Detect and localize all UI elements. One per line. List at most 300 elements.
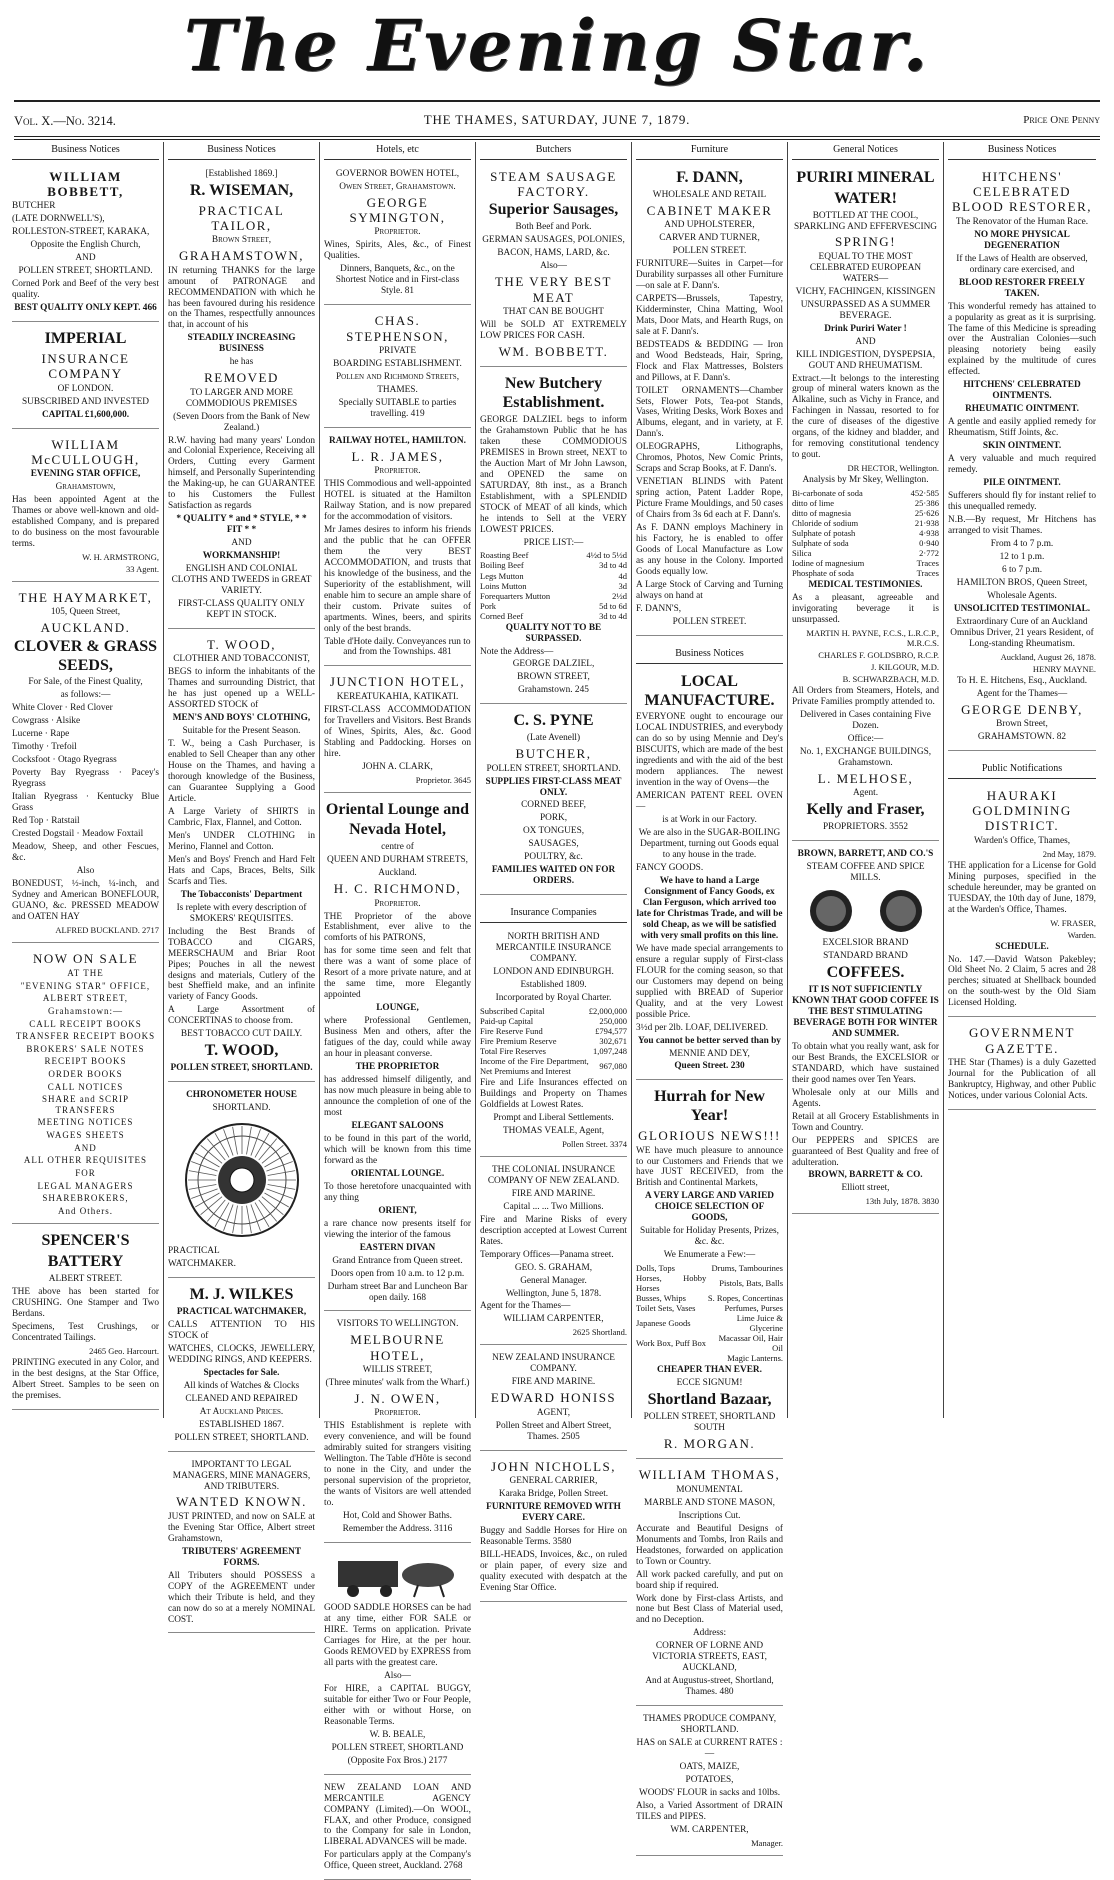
ad-line: Both Beef and Pork. [515,222,592,233]
ad-line: TRANSFER RECEIPT BOOKS [15,1031,156,1042]
ad-line: PORK, [539,813,568,824]
ad-line: Accurate and Beautiful Designs of Monuments and Tombs, Iron Rails and Headstones, forwarded on application to Town or Country. [636,1523,783,1567]
ad-line: Is replete with every description of SMOKERS' REQUISITES. [176,902,307,924]
advertisement-hitchens [948,164,1096,751]
ad-line: PRICE LIST:— [523,537,584,548]
table-label-cell: Busses, Whips [636,1293,686,1304]
table-value-cell: 5d to 6d [599,600,627,611]
ad-line: AND UPHOLSTERER, [664,219,755,230]
ad-line: PRIVATE [378,345,417,356]
ad-line: 13th July, 1878. 3830 [865,1196,939,1207]
table-label-cell: Bi-carbonate of soda [792,488,863,499]
ad-line: SCHEDULE. [995,941,1049,952]
ad-line: Also— [384,1670,411,1681]
ad-line: THE HAYMARKET, [18,590,153,606]
ad-line: T. WOOD, [207,637,276,653]
ad-line: Wellington, June 5, 1878. [505,1288,602,1299]
ad-line: W. H. ARMSTRONG, [82,552,159,563]
ad-line: 2465 Geo. Harcourt. [89,1345,159,1356]
table-value-cell: Pistols, Bats, Balls [719,1278,783,1289]
ad-line: General Manager. [520,1275,587,1286]
ad-line: GOVERNMENT GAZETTE. [969,1025,1075,1056]
ad-line: LOCAL MANUFACTURE. [644,672,775,709]
table-value-cell: Macassar Oil, Hair Oil [718,1333,783,1354]
ad-line: ALL OTHER REQUISITES [23,1155,148,1166]
ad-line: B. SCHWARZBACH, M.D. [842,674,939,685]
table-label-cell: Fire Premium Reserve [480,1035,557,1046]
table-label-cell: Roasting Beef [480,550,529,561]
ad-line: CHRONOMETER HOUSE [186,1090,297,1101]
table-value-cell: 2½d [612,590,627,601]
ad-line: This wonderful remedy has attained to a popularity as great as it is surprising. The fame of this Medicine is spreading over the Australian Colonies—such pleasing notoriety being easily explained by the multitude of cures effected. [948,301,1096,378]
ad-line: [Established 1869.] [205,168,278,179]
ad-line: SHAREBROKERS, [42,1193,129,1204]
ad-line: NORTH BRITISH AND MERCANTILE INSURANCE COMPANY. [495,932,612,964]
ad-line: No. 147.—David Watson Pakebley; Old Sheet No. 2 Claim, 5 acres and 28 perches; situated at Shellback bounded on the south-west by the Old Siam Licensed Holding. [948,954,1096,1009]
table-value-cell: Traces [916,558,939,569]
ad-line: White Clover · Red Clover [12,703,113,714]
ad-line: CAPITAL £1,600,000. [41,409,130,420]
ad-line: Established 1809. [520,979,587,990]
ad-line: Including the Best Brands of TOBACCO and CIGARS, MEERSCHAUM and Briar Root Pipes; Pouches in all the newest designs and materials, Cutlery of the best Sheffield make, and an infinite variety of Fancy Goods. [168,926,315,1003]
ad-line: POLLEN STREET, SHORTLAND. [486,763,621,774]
ad-line: For HIRE, a CAPITAL BUGGY, suitable for either Two or Four People, either with or without Horse, on Reasonable Terms. [324,1683,471,1727]
ad-line: MENNIE AND DEY, [669,1048,750,1059]
ad-line: Extraordinary Cure of an Auckland Omnibus Driver, 21 years Resident, of Long-standing Rheumatism. [950,616,1094,649]
table-value-cell: Traces [916,568,939,579]
table-value-cell: 250,000 [599,1015,627,1026]
ad-line: AND [75,253,96,264]
ad-line: R. MORGAN. [663,1436,756,1452]
ad-line: PRACTICAL WATCHMAKER, [176,1306,307,1317]
ad-line: HITCHENS' CELEBRATED BLOOD RESTORER, [952,168,1092,215]
ad-line: CHARLES F. GOLDSBRO, R.C.P. [818,650,939,661]
ad-line: MELBOURNE HOTEL, [350,1332,445,1363]
advertisement-visitors [324,1314,471,1543]
ad-line: WATCHMAKER. [168,1259,236,1270]
ad-line: THAT CAN BE BOUGHT [503,306,604,317]
table-value-cell: Drums, Tambourines [711,1263,783,1274]
ad-line: C. S. PYNE [513,712,594,730]
ad-line: POLLEN STREET, SHORTLAND. [18,266,153,277]
ad-line: (Seven Doors from the Bank of New Zealand.) [173,411,310,433]
ad-line: ENGLISH AND COLONIAL CLOTHS AND TWEEDS in GREAT VARIETY. [171,564,312,597]
advertisement-hauraki [948,783,1096,1018]
ad-line: Durham street Bar and Luncheon Bar open daily. 168 [327,1281,468,1303]
table-label-cell: Subscribed Capital [480,1005,545,1016]
column-4 [476,142,632,1593]
ad-line: WILLIAM CARPENTER, [503,1314,604,1325]
advertisement-haymarket [12,585,159,943]
column-3 [320,142,476,1872]
issue-date: THE THAMES, SATURDAY, JUNE 7, 1879. [423,112,691,127]
ad-line: ESTABLISHED 1867. [199,1419,284,1430]
ad-line: MONUMENTAL [676,1484,743,1495]
table-value-cell: 2·772 [919,548,939,559]
ad-line: Shortland Bazaar, [647,1391,772,1409]
ad-line: UNSURPASSED AS A SUMMER BEVERAGE. [800,299,931,321]
ad-line: GRAHAMSTOWN, [178,248,304,264]
column-5 [632,142,788,1848]
ad-line: Hurrah for New Year! [654,1088,765,1125]
table-row [792,508,939,518]
table-row [636,1353,783,1363]
table-label-cell: Sulphate of potash [792,528,856,539]
ad-line: KEREATUKAHIA, KATIKATI. [336,691,459,702]
ad-line: BLOOD RESTORER FREELY TAKEN. [958,277,1086,299]
advertisement-dalziel [480,370,627,704]
ad-line: (Late Avenell) [526,733,581,744]
ad-line: SUBSCRIBED AND INVESTED [21,396,150,407]
ad-line: Also— [540,261,567,272]
advertisement-important [168,1455,315,1634]
ad-line: CLOVER & GRASS SEEDS, [13,637,158,674]
advertisement-twood [168,632,315,1082]
ad-line: AGENT, [536,1407,571,1418]
ad-line: SHARE and SCRIP TRANSFERS [41,1094,129,1115]
table-value-cell: 0·940 [919,538,939,549]
ad-line: OLEOGRAPHS, Lithographs, Chromos, Photos, New Comic Prints, Scraps and Scrap Books, at F. Dann's. [636,442,783,475]
table-label-cell: Iodine of magnesium [792,558,865,569]
ad-line: PRINTING executed in any Color, and in the best designs, at the Star Office, Albert Street. Samples to be seen on the premises. [12,1357,159,1401]
ad-line: BROWN STREET, [517,672,590,683]
ad-line: FOR [75,1167,96,1178]
ad-line: Auckland, August 26, 1878. [1000,651,1096,662]
ad-line: 105, Queen Street, [50,607,121,618]
ad-line: WOODS' FLOUR in sacks and 10lbs. [638,1788,781,1799]
ad-line: Buggy and Saddle Horses for Hire on Reasonable Terms. 3580 [480,1525,627,1547]
ad-line: PURIRI MINERAL [796,168,935,186]
table-row [480,550,627,560]
ad-line: EDWARD HONISS [490,1390,617,1406]
ad-line: F. DANN, [676,168,743,186]
ad-line: And at Augustus-street, Shortland, Thames. 480 [645,1676,774,1698]
ad-line: AMERICAN PATENT REEL OVEN— [636,791,783,813]
ad-line: RECEIPT BOOKS [44,1056,127,1067]
ad-line: Grahamstown:— [48,1006,123,1016]
ad-line: POLLEN STREET, SHORTLAND. [170,1063,313,1074]
advertisement-nzloan [324,1778,471,1880]
table-value-cell: 967,080 [599,1060,627,1071]
ad-line: CALLS ATTENTION TO HIS STOCK of [168,1319,315,1341]
table-label-cell: Horses, Hobby Horses [636,1273,707,1294]
ad-line: WILLIAM THOMAS, [638,1467,781,1483]
ad-line: SAUSAGES, [528,839,579,850]
ad-line: STANDARD BRAND [823,951,908,962]
ad-line: HENRY MAYNE. [1032,663,1096,674]
table-row [480,1056,627,1076]
ad-line: THE COLONIAL INSURANCE COMPANY OF NEW ZEALAND. [487,1164,620,1186]
ad-line: ORIENTAL LOUNGE. [350,1168,445,1179]
ad-line: UNSOLICITED TESTIMONIAL. [953,603,1091,614]
table-value-cell: 4½d to 5½d [586,550,627,561]
ad-line: a rare chance now presents itself for viewing the interior of the famous [324,1218,471,1240]
table-row [480,1016,627,1026]
ad-line: Men's and Boys' French and Hard Felt Hats and Caps, Braces, Belts, Silk Scarfs and Ties. [168,854,315,887]
ad-line: R. WISEMAN, [189,181,294,199]
ad-line: KILL INDIGESTION, DYSPEPSIA, GOUT AND RHEUMATISM. [795,349,936,371]
ad-line: BUTCHER [12,201,56,212]
column-heading: Butchers [480,142,627,160]
table-label-cell: Paid-up Capital [480,1015,534,1026]
column-heading: Business Notices [948,142,1096,160]
column-heading: General Notices [792,142,939,160]
ad-line: Pollen and Richmond Streets, [335,371,460,382]
ad-line: BEDSTEADS & BEDDING — Iron and Wood Bedsteads, Hair, Spring, Flock and Flax Mattresses, Bolsters and Pillows, at F. Dann's. [636,339,783,383]
column-1 [8,142,164,1418]
ad-line: SPENCER'S [41,1232,130,1250]
ad-line: W. B. BEALE, [369,1729,426,1740]
ad-line: Dinners, Banquets, &c., on the Shortest Notice and in First-class Style. 81 [335,264,460,297]
ad-line: CORNER OF LORNE AND VICTORIA STREETS, EAST, AUCKLAND, [652,1641,767,1674]
ad-line: Hot, Cold and Shower Baths. [343,1511,452,1522]
ad-line: FURNITURE REMOVED WITH EVERY CARE. [486,1501,621,1523]
ad-line: RHEUMATIC OINTMENT. [965,404,1079,415]
ad-line: BEST QUALITY ONLY KEPT. 466 [14,303,157,314]
table-label-cell: Japanese Goods [636,1318,691,1329]
ad-line: JOHN NICHOLLS, [491,1458,616,1474]
table-row [792,528,939,538]
ad-line: 3½d per 2lb. LOAF, DELIVERED. [636,1022,768,1033]
ad-line: Inscriptions Cut. [678,1510,741,1521]
table-row [480,1006,627,1016]
ad-line: BILL-HEADS, Invoices, &c., on ruled or plain paper, of every size and quality executed with despatch at the Evening Star Office. [480,1549,627,1593]
table-label-cell: Legs Mutton [480,570,524,581]
saddle-horse-engraving [328,1553,468,1599]
ad-line: Specimens, Test Crushings, or Concentrated Tailings. [12,1321,159,1343]
ad-line: Opposite the English Church, [30,240,141,251]
table-value-cell: 25·386 [914,498,939,509]
ad-line: BOTTLED AT THE COOL, SPARKLING AND EFFERVESCING [793,210,938,232]
ad-line: "EVENING STAR" OFFICE, [20,980,151,991]
table-row [792,538,939,548]
ad-line: POLLEN STREET. [672,616,747,627]
ad-line: We Enumerate a Few:— [663,1250,756,1261]
ad-line: T. WOOD, [204,1042,279,1060]
ad-line: JUST PRINTED, and now on SALE at the Evening Star Office, Albert street Grahamstown, [168,1511,315,1544]
ad-line: Mr James desires to inform his friends and the public that he can OFFER them the very BEST ACCOMMODATION, and trusts that his knowledge of the business, and the Superiority of the establishment, will enable him to secure an ample share of their custom. Private suites of apartments. Wines, beers, and spirits only of the best brands. [324,524,471,634]
table-value-cell: Magic Lanterns. [727,1353,783,1364]
ad-line: Extract.—It belongs to the interesting group of mineral waters known as the Alkaline, such as Vichy in France, and Fachingen in Nassau, resorted to for the cure of diseases of the digestive organs, of the kidney and bladder, and for removing constitutional tendency to gout. [792,373,939,461]
ad-line: A Large Stock of Carving and Turning always on hand at [636,580,783,601]
ad-line: L. MELHOSE, [817,771,914,787]
ad-line: The Renovator of the Human Race. [955,216,1089,227]
column-6 [788,142,944,1418]
ad-line: GEORGE DALZIEL begs to inform the Grahamstown Public that he has taken these COMMODIOUS PREMISES in Brown street, NEXT to the Auction Mart of Mr John Lawson, and OPENED the same on SATURDAY, 8th inst., as a Branch Establishment, with a SPLENDID STOCK of MEAT of all kinds, which he intends to Sell at the VERY LOWEST PRICES. [480,414,627,535]
ad-line: WILLIS STREET, [362,1365,433,1376]
advertisement-nowonsale [12,946,159,1225]
advertisement-produce [636,1709,783,1856]
ad-line: LEGAL MANAGERS [37,1180,134,1191]
ad-line: BUTCHER, [515,746,592,762]
ad-line: (Opposite Fox Bros.) 2177 [347,1755,448,1766]
ad-line: LONDON AND EDINBURGH. [493,966,614,977]
ad-line: MARBLE AND STONE MASON, [643,1497,776,1508]
ad-line: THOMAS VEALE, Agent, [502,1125,605,1136]
table-label-cell: Toilet Sets, Vases [636,1303,696,1314]
ad-line: To H. E. Hitchens, Esq., Auckland. [956,675,1088,686]
advertisement-imperial [12,325,159,428]
ad-line: To obtain what you really want, ask for our Best Brands, the EXCELSIOR or STANDARD, which have sustained their good names over Ten Years. [792,1041,939,1085]
ad-line: Superior Sausages, [488,201,619,219]
ad-line: No. 1, EXCHANGE BUILDINGS, Grahamstown. [799,747,932,769]
table-row [792,518,939,528]
ad-line: Also, a Varied Assortment of DRAIN TILES and PIPES. [636,1801,783,1822]
ad-line: he has [229,357,254,368]
ad-line: We have made special arrangements to ensure a regular supply of First-class FLOUR for the coming season, so that our Customers may depend on being supplied with BREAD of Superior Quality, and at the very Lowest possible Price. [636,943,783,1020]
ad-line: Table d'Hote daily. Conveyances run to and from the Townships. 481 [324,636,471,658]
ad-line: MEDICAL TESTIMONIES. [808,580,923,591]
ad-line: To those heretofore unacquainted with any thing [324,1181,471,1203]
ad-line: For Sale, of the Finest Quality, [28,677,143,688]
ad-line: THE Proprietor of the above Establishment, ever alive to the comforts of his PATRONS, [324,911,471,944]
ad-line: FAMILIES WAITED ON FOR ORDERS. [491,865,616,887]
ad-line: FIRST-CLASS QUALITY ONLY KEPT IN STOCK. [178,599,305,621]
ad-line: Poverty Bay Ryegrass · Pacey's Ryegrass [12,768,159,790]
coffee-brand-seals [796,888,936,934]
ad-line: Crested Dogstail · Meadow Foxtail [12,829,144,840]
table-value-cell: 25·626 [914,508,939,519]
ad-line: CALL RECEIPT BOOKS [29,1018,142,1029]
ad-line: LOUNGE, [376,1003,419,1014]
ad-line: All Tributers should POSSESS a COPY of the AGREEMENT under which their Tribute is held, and they can now do so at a merely NOMINAL COST. [168,1570,315,1625]
column-2 [164,142,320,1625]
table-value-cell: 3d [618,580,627,591]
ad-line: CLOTHIER AND TOBACCONIST, [173,654,310,665]
ad-line: DR HECTOR, Wellington. [847,463,939,474]
ad-line: From 4 to 7 p.m. [990,538,1054,549]
ad-line: GOOD SADDLE HORSES can be had at any time, either FOR SALE or HIRE. Terms on application. Private Carriages for Hire, at the per hour. Goods REMOVED by EXPRESS from all parts with the greatest care. [324,1603,471,1668]
ad-line: Retail at all Grocery Establishments in Town and Country. [792,1111,939,1133]
ad-line: Grahamstown. 245 [518,685,589,696]
ad-line: Kelly and Fraser, [806,801,925,819]
table-label-cell: Silica [792,548,812,559]
ad-line: J. KILGOUR, M.D. [871,662,939,673]
table-value-cell: 452·585 [910,488,939,499]
ad-line: THIS Commodious and well-appointed HOTEL is situated at the Hamilton Railway Station, and is now prepared for the accommodation of visitors. [324,478,471,522]
ad-line: OF LONDON. [57,383,114,394]
ad-line: Timothy · Trefoil [12,742,77,753]
ad-line: Pollen Street. 3374 [562,1138,627,1149]
advertisement-puriri [792,164,939,841]
section-heading-text: Public Notifications [948,761,1096,779]
ad-line: CORNED BEEF, [521,800,586,811]
ad-line: Nevada Hotel, [349,821,446,839]
ad-line: Proprietor. [374,898,421,909]
ad-line: WATCHES, CLOCKS, JEWELLERY, WEDDING RINGS, AND KEEPERS. [168,1343,315,1365]
ad-line: GOVERNOR BOWEN HOTEL, [335,168,460,179]
ad-line: ORDER BOOKS [48,1069,123,1080]
ad-line: Karaka Bridge, Pollen Street. [498,1488,609,1499]
table-value-cell: S. Ropes, Concertinas [707,1293,783,1304]
ad-line: WANTED KNOWN. [176,1494,307,1510]
ad-line: Warden. [1067,929,1096,940]
ad-line: ELEGANT SALOONS [351,1120,444,1131]
ad-line: BEGS to inform the inhabitants of the Thames and surrounding District, that he has just opened up a WELL-ASSORTED STOCK of [168,667,315,711]
columns [8,142,1108,1872]
ad-line: WM. CARPENTER, [670,1824,749,1835]
ad-line: M. J. WILKES [189,1286,294,1304]
ad-line: Queen Street. 230 [674,1061,745,1072]
ad-line: Temporary Offices—Panama street. [480,1249,614,1260]
ad-line: BROWN, BARRETT & CO. [808,1170,923,1181]
ad-line: where Professional Gentlemen, Business Men and others, after the fatigues of the day, could while away an hour in pleasant converse. [324,1016,471,1060]
ad-line: All Orders from Steamers, Hotels, and Private Families promptly attended to. [792,686,939,708]
table-value-cell: £794,577 [595,1025,627,1036]
ad-line: CHAS. STEPHENSON, [346,313,449,344]
ad-line: HAMILTON BROS, Queen Street, [956,577,1088,588]
ad-line: NO MORE PHYSICAL DEGENERATION [974,229,1070,251]
price: Price One Penny [1023,114,1100,126]
ad-line: Wholesale only at our Mills and Agents. [792,1087,939,1109]
ad-line: Brown Street, [996,718,1048,729]
advertisement-hurrah [636,1083,783,1459]
ad-line: Proprietor. [374,1408,421,1419]
table-label-cell [636,1353,706,1363]
ad-line: A Large Assortment of CONCERTINAS to choose from. [168,1005,315,1027]
ad-line: THAMES PRODUCE COMPANY, SHORTLAND. [642,1714,777,1736]
ad-line: WAGES SHEETS [46,1130,125,1141]
ad-line: The Tobacconists' Department [180,889,303,900]
table-row [480,1046,627,1056]
ad-line: Spectacles for Sale. [203,1367,280,1378]
ad-line: WILLIAM McCULLOUGH, [31,436,140,467]
ad-line: CALL NOTICES [47,1081,124,1092]
ad-line: IMPERIAL [44,330,127,348]
masthead [0,0,1114,108]
ad-line: H. C. RICHMOND, [333,881,462,897]
ad-line: We have to hand a Large Consignment of Fancy Goods, ex Clan Ferguson, which arrived too late for Christmas Trade, and will be sold Cheap, as we will be satisfied with very small profits on this line. [636,875,783,941]
ad-line: JOHN A. CLARK, [362,761,433,772]
ad-line: BACON, HAMS, LARD, &c. [497,248,610,259]
newspaper-title: The Evening Star. [183,4,931,87]
ad-line: CARVER AND TURNER, [659,232,760,243]
ad-line: AND [855,336,876,347]
ad-line: Proprietor. [374,227,421,238]
advertisement-saddle [324,1546,471,1775]
table-value-cell: 4·938 [919,528,939,539]
ad-line: STEADILY INCREASING BUSINESS [187,333,296,355]
advertisement-nicholls [480,1454,627,1602]
ad-line: GENERAL CARRIER, [509,1475,598,1486]
ad-line: JUNCTION HOTEL, [329,674,466,690]
table-value-cell: 1,097,248 [593,1045,627,1056]
ad-line: Grand Entrance from Queen street. [332,1255,463,1266]
ad-line: THE PROPRIETOR [355,1062,440,1073]
ad-line: THAMES. [377,384,418,395]
ad-line: THIS Establishment is replete with every convenience, and will be found admirably suited for strangers visiting Wellington. The Table d'Hôte is second to none in the City, and under the personal supervision of the proprietor, the wants of Visitors are well attended to. [324,1421,471,1509]
advertisement-wiseman [168,164,315,629]
ad-line: All work packed carefully, and put on board ship if required. [636,1569,783,1591]
advertisement-localmfr [636,668,783,1081]
ad-line: WILLIAM BOBBETT, [47,168,124,200]
ad-line: Also [76,865,95,876]
table-label-cell: ditto of lime [792,498,835,509]
ad-line: 2nd May, 1879. [1042,848,1096,859]
column-heading: Hotels, etc [324,142,471,160]
ad-line: A VERY LARGE AND VARIED CHOICE SELECTION OF GOODS, [645,1191,774,1224]
ad-line: TRIBUTERS' AGREEMENT FORMS. [181,1546,302,1568]
ad-line: NEW ZEALAND LOAN AND MERCANTILE AGENCY COMPANY (Limited).—On WOOL, FLAX, and other Produce, consigned to the Company for sale in London, LIBERAL ADVANCES will be made. [324,1782,471,1848]
ad-line: FURNITURE—Suites in Carpet—for Durability surpasses all other Furniture—on sale at F. Dann's. [636,258,783,291]
ad-line: Office:— [847,734,884,745]
ad-line: AND [231,538,252,549]
advertisement-mccullough [12,432,159,582]
ad-line: GEORGE SYMINGTON, [349,194,446,226]
advertisement-thomas [636,1462,783,1706]
ad-line: ORIENT, [378,1205,417,1216]
table-value-cell: Perfumes, Purses [724,1303,783,1314]
